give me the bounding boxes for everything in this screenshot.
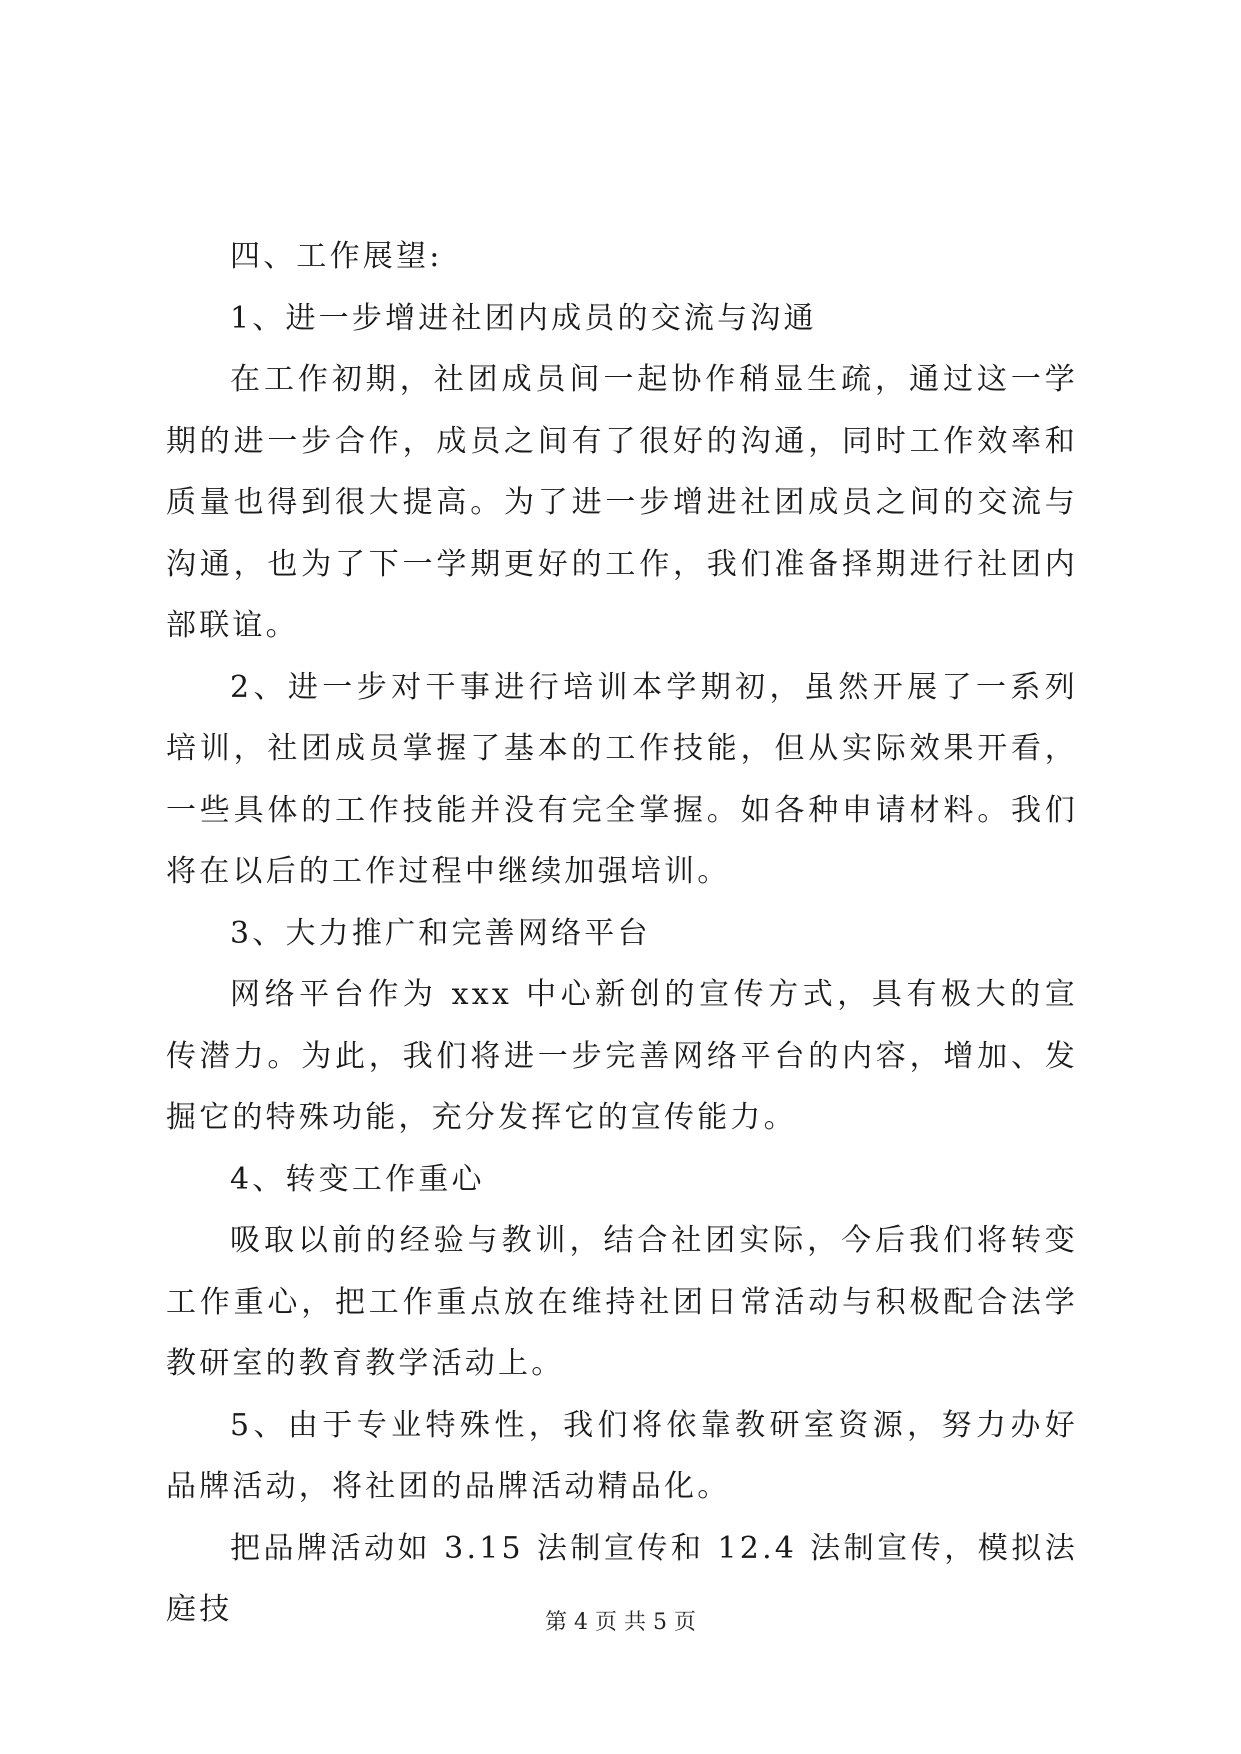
paragraph-1: 在工作初期，社团成员间一起协作稍显生疏，通过这一学期的进一步合作，成员之间有了很好的沟通，同时工作效率和质量也得到很大提高。为了进一步增进社团成员之间的交流与沟通，也为了下一学期更好的工作，我们准备择期进行社团内部联谊。 [166, 362, 1078, 643]
paragraph-4: 吸取以前的经验与教训，结合社团实际，今后我们将转变工作重心，把工作重点放在维持社团日常活动与积极配合法学教研室的教育教学活动上。 [166, 1223, 1078, 1381]
paragraph-5: 5、由于专业特殊性，我们将依靠教研室资源，努力办好品牌活动，将社团的品牌活动精品化。 [166, 1407, 1078, 1504]
item-heading-3: 3、大力推广和完善网络平台 [230, 915, 651, 951]
section-heading: 四、工作展望: [230, 239, 443, 274]
paragraph-2: 2、进一步对干事进行培训本学期初，虽然开展了一系列培训，社团成员掌握了基本的工作技能，但从实际效果开看，一些具体的工作技能并没有完全掌握。如各种申请材料。我们将在以后的工作过程中继续加强培训。 [166, 669, 1078, 889]
page-number-footer: 第 4 页 共 5 页 [545, 1610, 696, 1635]
item-heading-4: 4、转变工作重心 [230, 1161, 485, 1197]
item-heading-1: 1、进一步增进社团内成员的交流与沟通 [230, 300, 817, 336]
paragraph-3: 网络平台作为 xxx 中心新创的宣传方式，具有极大的宣传潜力。为此，我们将进一步完善网络平台的内容，增加、发掘它的特殊功能，充分发挥它的宣传能力。 [166, 977, 1078, 1135]
paragraph-6: 把品牌活动如 3.15 法制宣传和 12.4 法制宣传，模拟法庭技 [166, 1530, 1078, 1627]
document-body [166, 226, 1078, 1641]
